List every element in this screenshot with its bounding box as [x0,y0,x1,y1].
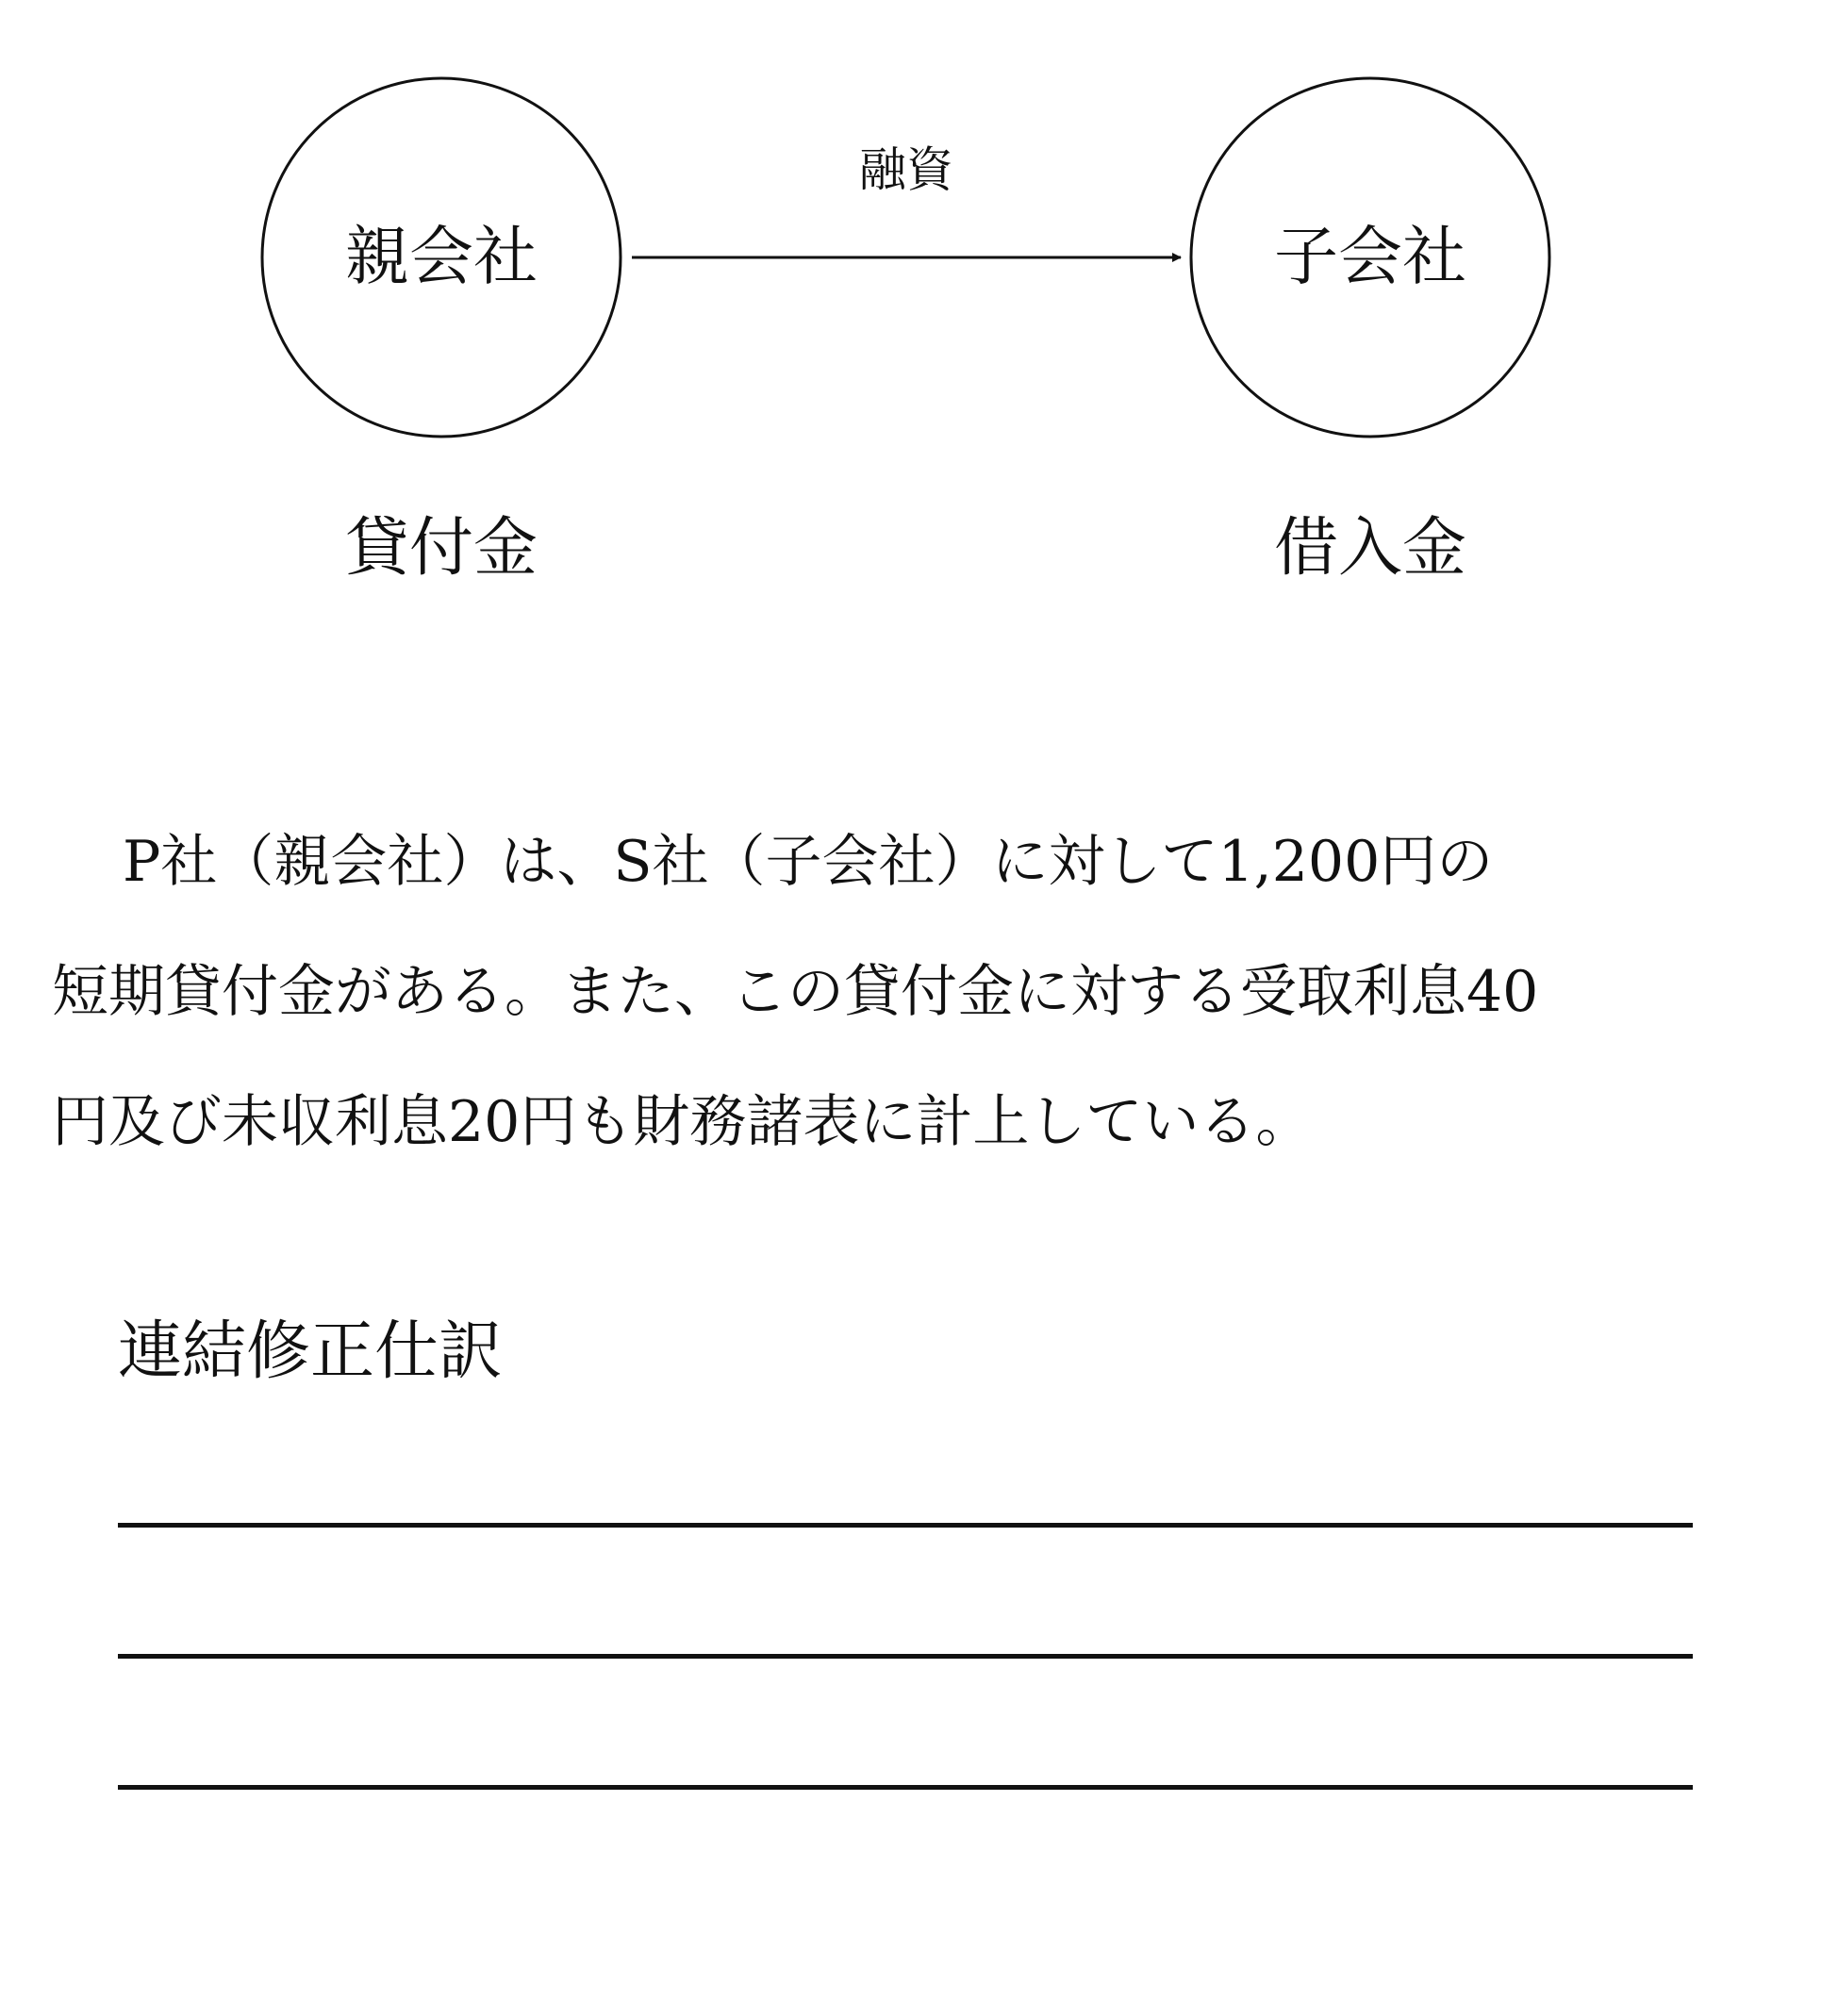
subsidiary-account-label: 借入金 [1273,511,1467,586]
loan-arrow-label: 融資 [859,142,953,197]
answer-blank-line[interactable] [118,1523,1693,1528]
problem-line: 短期貸付金がある。また、この貸付金に対する受取利息40 [52,959,1539,1025]
problem-line: P社（親会社）は、S社（子会社）に対して1,200円の [123,829,1494,895]
answer-blank-line[interactable] [118,1654,1693,1659]
subsidiary-label: 子会社 [1273,220,1467,295]
problem-statement [52,797,1825,1187]
answer-blank-line[interactable] [118,1785,1693,1790]
loan-diagram [0,0,1838,679]
problem-line: 円及び未収利息20円も財務諸表に計上している。 [52,1089,1313,1155]
parent-company-label: 親会社 [344,220,538,295]
section-title: 連結修正仕訳 [118,1314,504,1389]
parent-account-label: 貸付金 [344,511,538,586]
